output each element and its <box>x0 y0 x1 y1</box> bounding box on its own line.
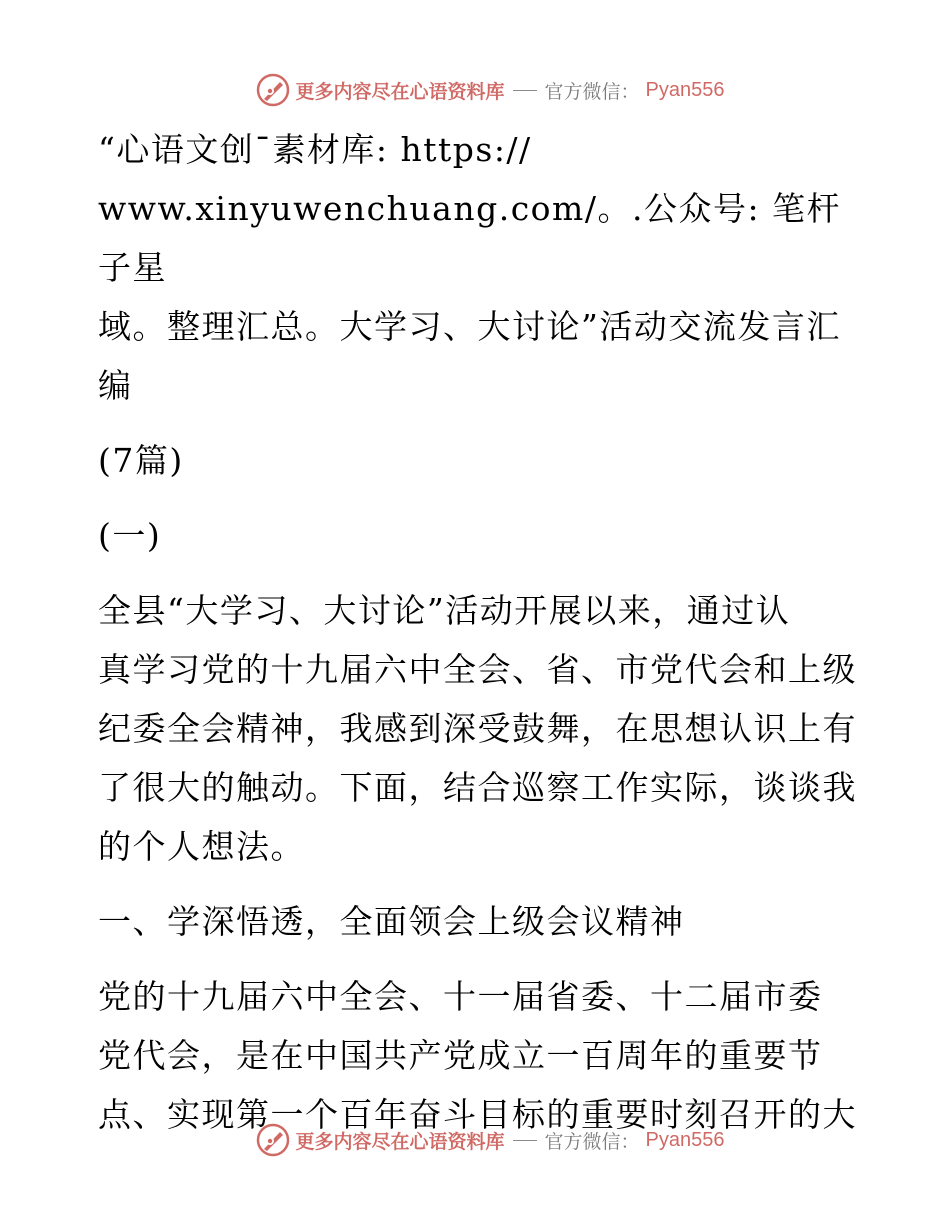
header-separator <box>513 90 537 91</box>
quill-logo-icon <box>256 1123 290 1157</box>
count-label: (7篇) <box>98 441 184 480</box>
footer-wechat-id: Pyan556 <box>645 1128 725 1151</box>
paragraph-line: 党代会，是在中国共产党成立一百周年的重要节 <box>98 1036 823 1075</box>
header-brand-text: 更多内容尽在心语资料库 <box>295 80 505 103</box>
paragraph-line: 真学习党的十九届六中全会、省、市党代会和上级 <box>98 650 857 689</box>
paragraph-line: 全县“大学习、大讨论”活动开展以来，通过认 <box>98 591 791 630</box>
paragraph-line: 党的十九届六中全会、十一届省委、十二届市委 <box>98 977 823 1016</box>
title-line: www.xinyuwenchuang.com/。.公众号: 笔杆子星 <box>98 189 842 287</box>
title-line: 域。整理汇总。大学习、大讨论”活动交流发言汇 <box>98 307 841 346</box>
section-label: (一) <box>98 516 162 555</box>
page-header <box>0 70 950 110</box>
header-wechat-label: 官方微信： <box>544 80 640 103</box>
header-wechat-id: Pyan556 <box>645 78 725 101</box>
footer-brand-text: 更多内容尽在心语资料库 <box>295 1130 505 1153</box>
paragraph-line: 点、实现第一个百年奋斗目标的重要时刻召开的大 <box>98 1095 857 1134</box>
footer-separator <box>513 1140 537 1141</box>
document-body <box>98 120 858 1144</box>
section-heading: 一、学深悟透，全面领会上级会议精神 <box>98 902 685 941</box>
paragraph-line: 了很大的触动。下面，结合巡察工作实际，谈谈我 <box>98 768 857 807</box>
header-banner <box>256 73 725 107</box>
footer-banner <box>256 1123 725 1157</box>
paragraph-line: 的个人想法。 <box>98 827 305 866</box>
paragraph-line: 纪委全会精神，我感到深受鼓舞，在思想认识上有 <box>98 709 857 748</box>
footer-wechat-label: 官方微信： <box>544 1130 640 1153</box>
title-line: “心语文创¯素材库: https:// <box>98 130 532 169</box>
page-footer <box>0 1120 950 1160</box>
quill-logo-icon <box>256 73 290 107</box>
title-line: 编 <box>98 366 133 405</box>
